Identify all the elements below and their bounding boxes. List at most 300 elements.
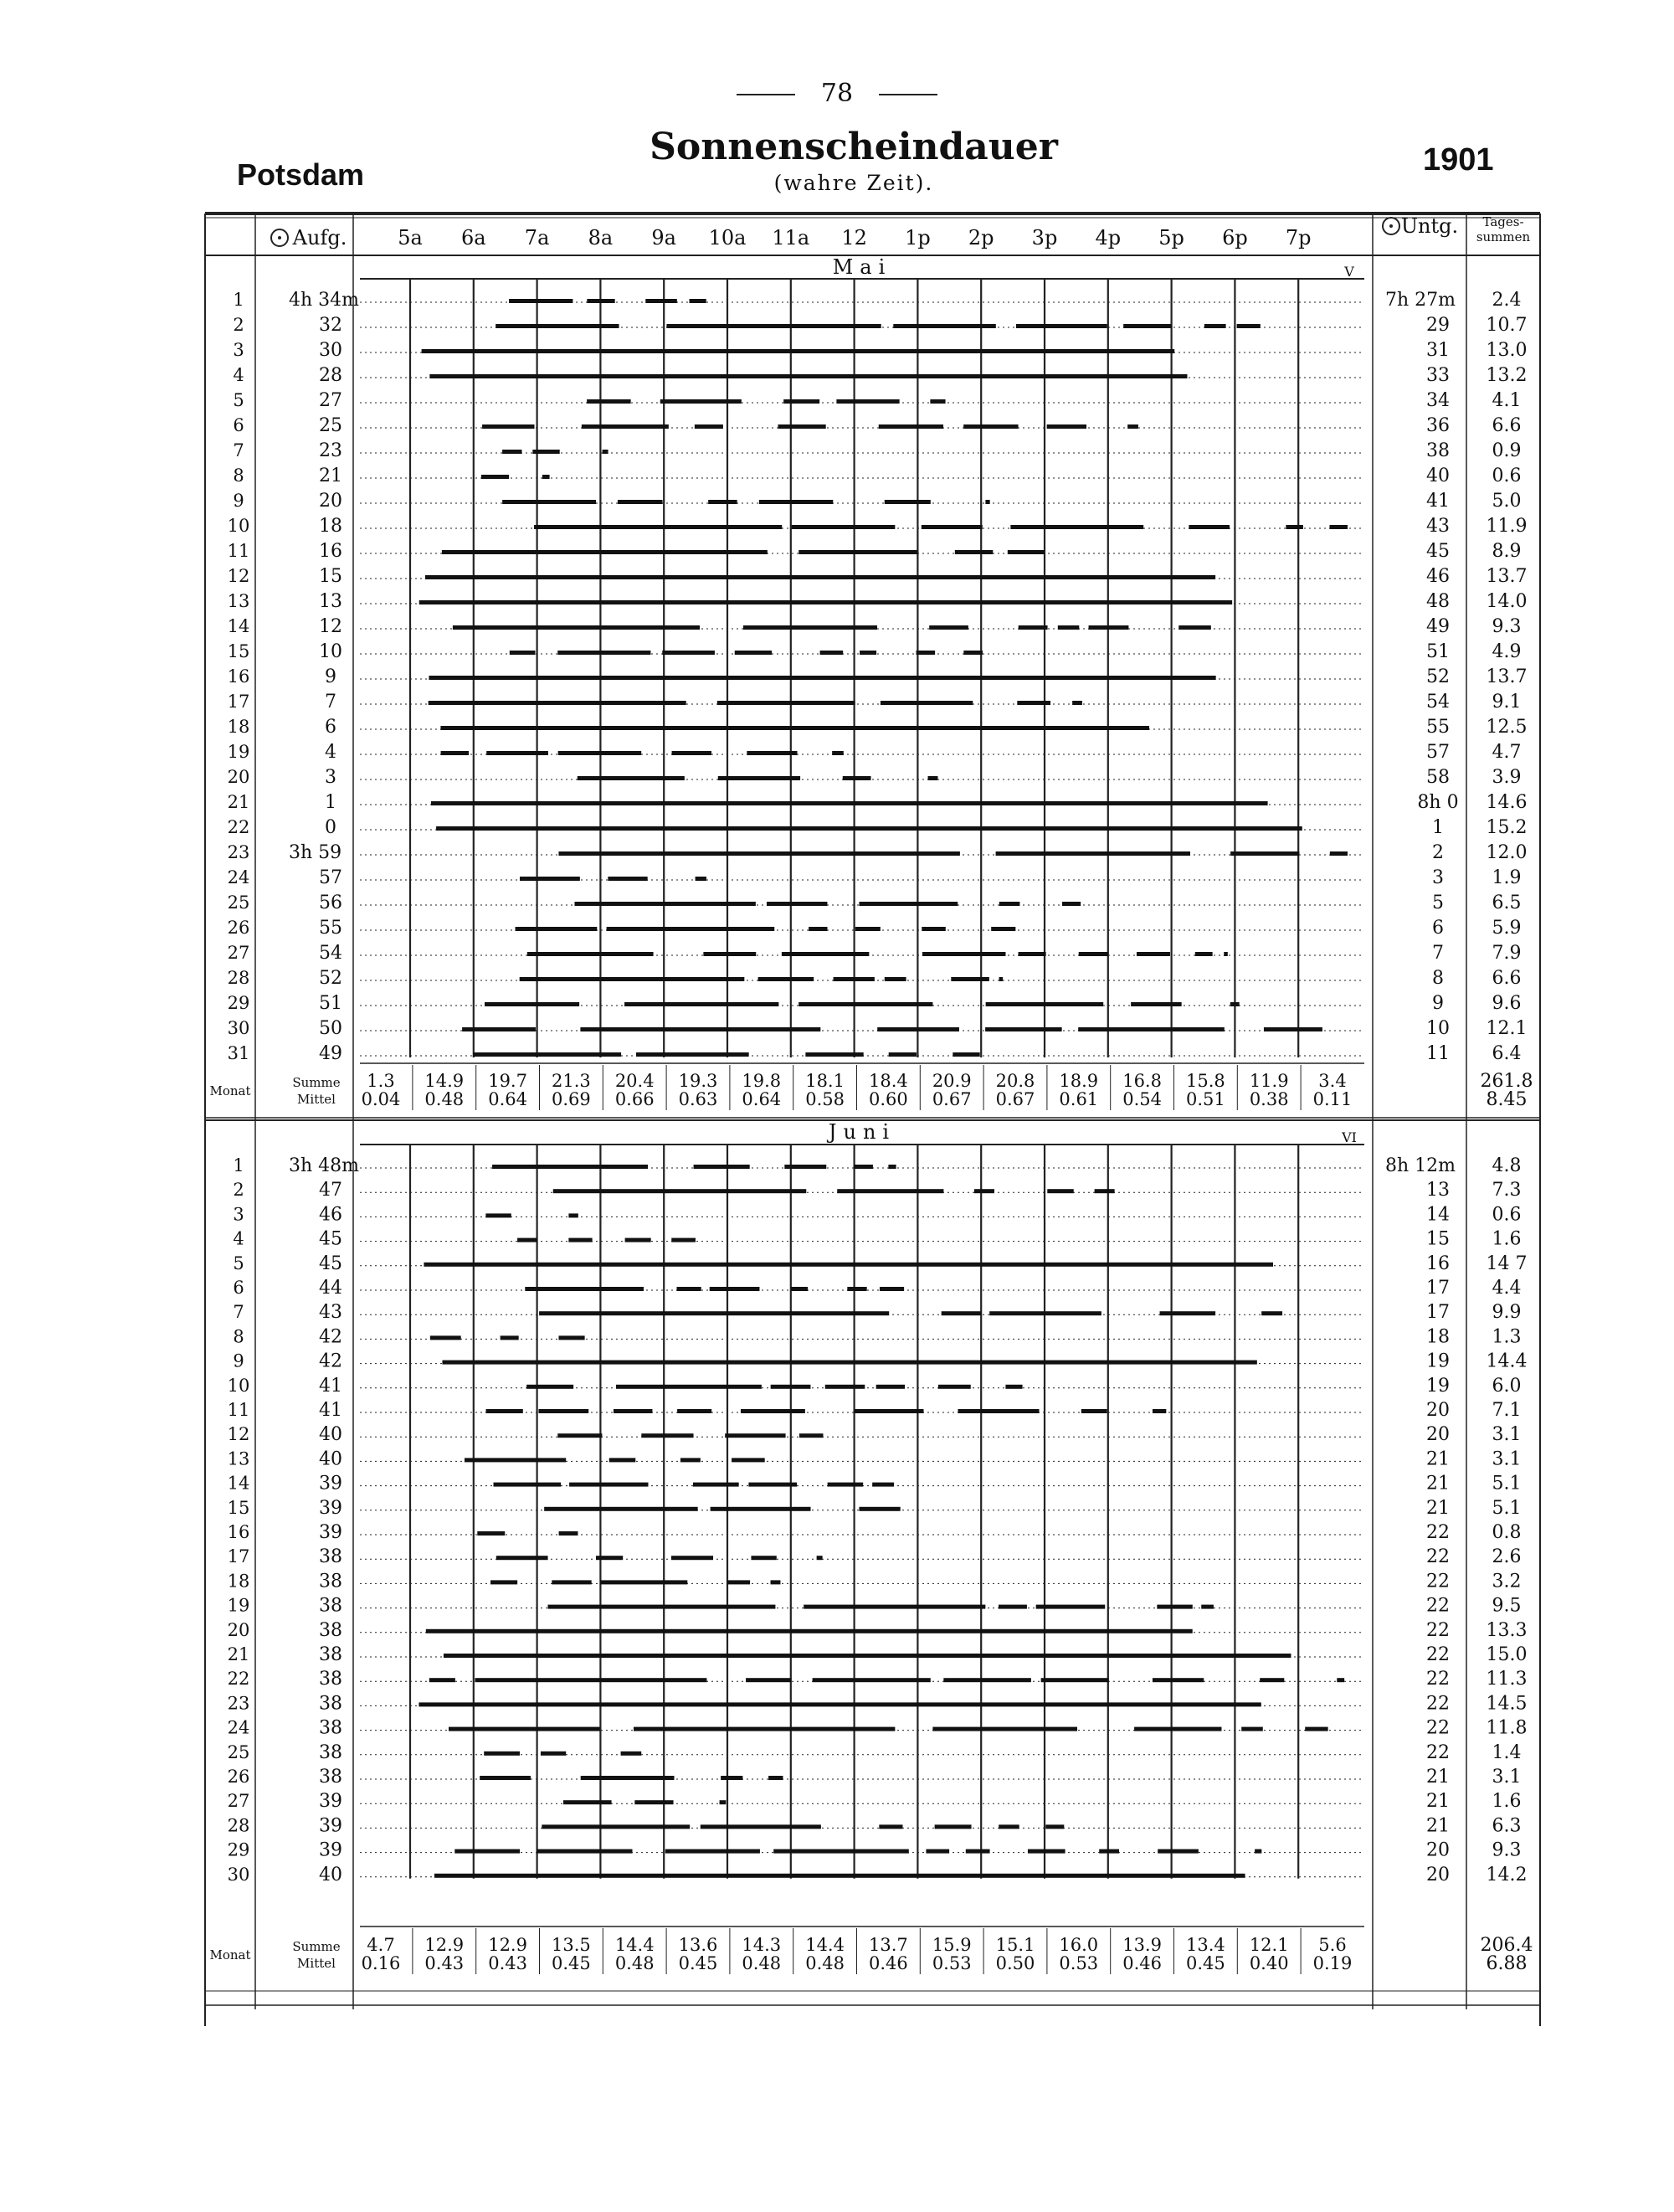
sunrise-time: 44 [319, 1278, 342, 1299]
sunshine-bar [703, 952, 756, 956]
sunshine-bar [1264, 1027, 1322, 1031]
sunshine-bar [717, 701, 855, 705]
hour-sum: 20.4 [614, 1071, 655, 1091]
sunrise-time: 38 [319, 1717, 342, 1739]
hour-label: 5p [1158, 226, 1184, 249]
sunshine-bar [568, 1213, 578, 1217]
sunshine-bar [525, 1287, 644, 1291]
daily-sum: 9.6 [1492, 993, 1522, 1014]
sunshine-bar [1036, 1605, 1106, 1609]
sunset-time: 8 [1432, 968, 1444, 989]
day-number: 15 [227, 1497, 250, 1518]
sunshine-bar [636, 1052, 749, 1057]
sunshine-bar [929, 625, 968, 630]
sunrise-time: 38 [319, 1669, 342, 1690]
sunset-time: 7 [1432, 943, 1444, 964]
sunrise-time: 40 [319, 1448, 342, 1470]
daily-sum: 14 7 [1486, 1253, 1528, 1274]
sunshine-bar [436, 826, 1302, 831]
sunrise-time: 18 [319, 516, 342, 537]
mean-label: Mittel [297, 1092, 336, 1107]
sunshine-bar [509, 299, 573, 303]
sunshine-bar [625, 1238, 651, 1242]
sunset-time: 38 [1426, 440, 1450, 461]
sunshine-bar [680, 1458, 701, 1462]
hour-label: 1p [905, 226, 931, 249]
sunshine-bar [928, 776, 938, 780]
sunrise-time: 57 [319, 867, 342, 888]
sunrise-time: 50 [319, 1018, 342, 1039]
daily-sum: 4.8 [1492, 1155, 1522, 1176]
sunshine-bar [837, 1189, 943, 1193]
hour-label: 12 [841, 226, 867, 249]
sunshine-bar [481, 475, 509, 479]
hour-sum: 1.3 [367, 1071, 395, 1091]
sunshine-bar [557, 651, 650, 655]
sunset-time: 22 [1426, 1717, 1450, 1739]
daily-sum: 3.9 [1492, 767, 1522, 788]
sunshine-bar [855, 927, 881, 931]
sunset-time: 34 [1426, 390, 1450, 411]
day-number: 12 [227, 566, 250, 586]
day-number: 24 [227, 867, 250, 887]
sunshine-bar [759, 500, 833, 504]
sunshine-bar [641, 1433, 693, 1438]
sunshine-bar [1047, 424, 1086, 429]
sunrise-time: 32 [319, 315, 342, 336]
sunshine-bar [587, 299, 614, 303]
sunshine-bar [502, 450, 521, 454]
sunrise-time: 10 [319, 641, 342, 662]
sunshine-bar [552, 1580, 591, 1584]
daily-sum: 12.1 [1486, 1018, 1528, 1039]
daily-sum: 5.1 [1492, 1497, 1522, 1519]
day-number: 18 [227, 1571, 250, 1592]
daily-sum: 6.4 [1492, 1043, 1522, 1064]
daily-sum: 6.6 [1492, 415, 1522, 436]
sunshine-bar [1089, 625, 1129, 630]
daily-sum: 3.1 [1492, 1767, 1522, 1788]
month-name: Juni [828, 1120, 896, 1144]
sunshine-bar [1047, 1189, 1073, 1193]
day-number: 1 [233, 290, 244, 310]
day-number: 16 [227, 666, 250, 687]
sunshine-bar [880, 1287, 904, 1291]
sunshine-bar [520, 977, 745, 981]
sunshine-bar [502, 500, 596, 504]
sunshine-bar [732, 1458, 765, 1462]
sunset-time: 1 [1432, 817, 1444, 838]
sunset-time: 15 [1426, 1228, 1450, 1250]
hour-mean: 0.46 [869, 1953, 908, 1973]
sunset-time: 22 [1426, 1644, 1450, 1665]
sunshine-bar [429, 374, 1187, 378]
sunshine-bar [544, 1507, 697, 1511]
sunshine-bar [922, 927, 945, 931]
sunshine-bar [1158, 1849, 1199, 1854]
sum-label: Summe [292, 1939, 341, 1954]
sunshine-bar [1028, 1849, 1066, 1854]
sunshine-bar [418, 1702, 1261, 1706]
hour-sum: 12.1 [1249, 1935, 1289, 1955]
hour-sum: 19.3 [678, 1071, 718, 1091]
day-number: 11 [227, 1400, 250, 1420]
sunshine-bar [1081, 1409, 1107, 1413]
sunset-time: 21 [1426, 1767, 1450, 1788]
day-number: 1 [233, 1155, 244, 1175]
sunshine-bar [813, 1678, 931, 1682]
day-number: 8 [233, 1326, 244, 1347]
sunshine-bar [985, 1027, 1062, 1031]
sunshine-bar [568, 1238, 592, 1242]
daily-sum: 1.6 [1492, 1228, 1522, 1250]
daily-sum: 7.3 [1492, 1180, 1522, 1201]
sunshine-bar [425, 575, 1215, 579]
sunshine-bar [547, 1605, 775, 1609]
sunset-time: 21 [1426, 1815, 1450, 1837]
sunshine-bar [1131, 1002, 1182, 1006]
sunshine-bar [462, 1027, 536, 1031]
sunshine-bar [773, 1849, 909, 1854]
sunshine-bar [1224, 952, 1228, 956]
day-number: 28 [227, 968, 250, 988]
hour-mean: 0.64 [742, 1089, 782, 1109]
sunset-time: 22 [1426, 1595, 1450, 1617]
hour-sum: 5.6 [1318, 1935, 1347, 1955]
sunrise-time: 1 [325, 792, 336, 813]
sunshine-bar [666, 324, 881, 328]
sunshine-bar [999, 977, 1003, 981]
hour-mean: 0.19 [1312, 1953, 1353, 1973]
sunshine-bar [817, 1556, 823, 1560]
sunshine-bar [558, 851, 959, 856]
sunrise-time: 38 [319, 1741, 342, 1763]
sunshine-bar [662, 651, 715, 655]
sunshine-bar [1137, 952, 1170, 956]
sunset-time: 22 [1426, 1693, 1450, 1715]
sunrise-time: 3 [325, 767, 336, 788]
daily-sum: 6.3 [1492, 1815, 1522, 1837]
sunshine-bar [893, 324, 996, 328]
hour-mean: 0.48 [742, 1953, 782, 1973]
hour-sum: 13.5 [552, 1935, 591, 1955]
day-number: 14 [227, 616, 250, 636]
sunrise-time: 16 [319, 541, 342, 562]
hour-label: 11a [772, 226, 810, 249]
daily-sum: 4.9 [1492, 641, 1522, 662]
sunshine-bar [624, 1002, 778, 1006]
monthly-total: 206.4 [1480, 1935, 1533, 1956]
sunshine-bar [541, 1752, 566, 1756]
sunshine-bar [782, 952, 869, 956]
sunrise-time: 39 [319, 1497, 342, 1519]
day-number: 28 [227, 1815, 250, 1836]
sunset-time: 41 [1426, 491, 1450, 512]
sunshine-bar [1099, 1849, 1119, 1854]
sunrise-time: 12 [319, 616, 342, 637]
day-number: 6 [233, 415, 244, 435]
hour-mean: 0.51 [1186, 1089, 1225, 1109]
day-number: 20 [227, 1619, 250, 1640]
sunshine-bar [885, 977, 906, 981]
daily-sum: 5.9 [1492, 918, 1522, 939]
sunset-time: 40 [1426, 466, 1450, 486]
page-number: 78 [787, 79, 887, 108]
sunshine-bar [539, 1311, 889, 1315]
day-number: 10 [227, 516, 250, 536]
sunset-time: 48 [1426, 591, 1450, 612]
hour-mean: 0.38 [1249, 1089, 1289, 1109]
sunset-time: 22 [1426, 1669, 1450, 1690]
sunshine-bar [999, 1824, 1019, 1829]
sunshine-bar [426, 1629, 1193, 1633]
day-number: 12 [227, 1424, 250, 1445]
sunshine-bar [747, 751, 797, 755]
sun-symbol-icon [1389, 224, 1393, 228]
daily-sum: 9.9 [1492, 1302, 1522, 1324]
hour-sum: 14.4 [805, 1935, 845, 1955]
day-number: 20 [227, 767, 250, 787]
daily-sum: 13.7 [1486, 666, 1528, 687]
hour-sum: 14.4 [614, 1935, 655, 1955]
daily-sum: 0.9 [1492, 440, 1522, 461]
sunset-time: 36 [1426, 415, 1450, 436]
sunset-time: 55 [1426, 717, 1450, 738]
sunrise-time: 41 [319, 1400, 342, 1421]
sunset-time: 46 [1426, 566, 1450, 587]
hour-mean: 0.53 [932, 1953, 972, 1973]
sunshine-bar [885, 500, 931, 504]
sunrise-time: 20 [319, 491, 342, 512]
sunshine-bar [832, 751, 844, 755]
sunshine-bar [877, 1027, 959, 1031]
hour-label: 8a [588, 226, 614, 249]
day-number: 2 [233, 315, 244, 335]
sunshine-bar [1330, 851, 1348, 856]
day-number: 19 [227, 1595, 250, 1616]
sunshine-bar [1201, 1605, 1214, 1609]
sunset-time: 22 [1426, 1546, 1450, 1568]
sunset-time: 9 [1432, 993, 1444, 1014]
sunshine-bar [634, 1800, 673, 1804]
sunshine-bar [542, 475, 550, 479]
sunshine-bar [888, 1165, 896, 1169]
daily-sum: 13.2 [1486, 365, 1528, 386]
sunshine-bar [596, 1556, 623, 1560]
sunshine-bar [558, 751, 642, 755]
hour-mean: 0.54 [1122, 1089, 1162, 1109]
day-number: 11 [227, 541, 250, 561]
sunshine-bar [431, 801, 1268, 805]
sunrise-time: 52 [319, 968, 342, 989]
daily-sum: 0.6 [1492, 1204, 1522, 1226]
sunshine-bar [989, 1311, 1101, 1315]
daily-sum: 13.0 [1486, 340, 1528, 361]
daily-sum: 3.1 [1492, 1448, 1522, 1470]
sunshine-bar [1008, 550, 1045, 554]
sunshine-bar [485, 1002, 579, 1006]
hour-sum: 20.8 [995, 1071, 1035, 1091]
month-roman-numeral: V [1344, 264, 1354, 280]
sunshine-bar [1204, 324, 1226, 328]
day-number: 31 [227, 1043, 250, 1063]
sunshine-bar [1261, 1311, 1282, 1315]
day-number: 26 [227, 1767, 250, 1787]
hour-label: 7p [1285, 226, 1312, 249]
day-number: 15 [227, 641, 250, 661]
daily-sum-header: Tages- [1482, 214, 1524, 229]
sun-symbol-icon [278, 236, 281, 239]
sunset-time: 13 [1426, 1180, 1450, 1201]
sunrise-time: 13 [319, 591, 342, 612]
sunshine-bar [711, 1507, 811, 1511]
day-number: 8 [233, 466, 244, 486]
day-number: 22 [227, 1669, 250, 1690]
hour-sum: 3.4 [1318, 1071, 1347, 1091]
daily-sum: 4.7 [1492, 742, 1522, 763]
sunshine-bar [889, 1052, 917, 1057]
daily-sum: 1.6 [1492, 1791, 1522, 1813]
sunshine-bar [999, 1605, 1027, 1609]
sunshine-bar [1160, 1311, 1216, 1315]
hour-sum: 18.1 [805, 1071, 845, 1091]
sunset-time: 11 [1426, 1043, 1450, 1064]
sunshine-bar [805, 1052, 863, 1057]
sunrise-time: 45 [319, 1253, 342, 1274]
sunshine-bar [578, 776, 685, 780]
day-number: 23 [227, 842, 250, 862]
sunset-time: 21 [1426, 1473, 1450, 1494]
sunshine-bar [553, 1189, 806, 1193]
daily-sum: 9.3 [1492, 1839, 1522, 1861]
sunrise-time: 39 [319, 1839, 342, 1861]
daily-sum: 0.6 [1492, 466, 1522, 486]
sunshine-bar [792, 525, 896, 529]
sunshine-bar [834, 977, 875, 981]
day-number: 10 [227, 1375, 250, 1396]
day-number: 18 [227, 717, 250, 737]
sunset-time: 5 [1432, 893, 1444, 913]
sunshine-bar [485, 1213, 511, 1217]
daily-sum: 3.2 [1492, 1571, 1522, 1592]
sunshine-bar [1195, 952, 1213, 956]
sunshine-bar [809, 927, 827, 931]
daily-sum: 5.0 [1492, 491, 1522, 512]
sunrise-time: 42 [319, 1326, 342, 1348]
sunshine-bar [419, 600, 1232, 604]
sunrise-time: 54 [319, 943, 342, 964]
hour-mean: 0.16 [361, 1953, 401, 1973]
hour-mean: 0.40 [1249, 1953, 1289, 1973]
sunshine-bar [922, 952, 1005, 956]
sunset-time: 14 [1426, 1204, 1450, 1226]
daily-sum: 6.0 [1492, 1375, 1522, 1397]
sunshine-bar [1286, 525, 1303, 529]
sunshine-bar [1230, 1002, 1240, 1006]
day-number: 22 [227, 817, 250, 837]
hour-mean: 0.48 [614, 1953, 655, 1973]
sunshine-bar [618, 500, 663, 504]
sunshine-bar [510, 651, 536, 655]
sunshine-bar [859, 902, 958, 906]
hour-mean: 0.60 [869, 1089, 908, 1109]
hour-mean: 0.67 [932, 1089, 972, 1109]
hour-label: 4p [1095, 226, 1122, 249]
monthly-mean: 8.45 [1486, 1089, 1528, 1110]
hour-sum: 18.4 [869, 1071, 908, 1091]
hour-sum: 12.9 [488, 1935, 527, 1955]
hour-label: 7a [524, 226, 550, 249]
sunshine-bar [1260, 1678, 1284, 1682]
sunshine-bar [859, 1507, 900, 1511]
sunrise-time: 27 [319, 390, 342, 411]
daily-sum: 8.9 [1492, 541, 1522, 562]
sunshine-bar [767, 902, 827, 906]
sunshine-bar [799, 1433, 823, 1438]
hour-label: 6a [461, 226, 486, 249]
sunset-time: 20 [1426, 1424, 1450, 1446]
day-number: 27 [227, 943, 250, 963]
hour-mean: 0.67 [995, 1089, 1035, 1109]
day-number: 21 [227, 1644, 250, 1664]
sunrise-time: 28 [319, 365, 342, 386]
sunshine-bar [963, 424, 1018, 429]
day-number: 4 [233, 365, 244, 385]
sunshine-bar [480, 1776, 531, 1780]
day-number: 13 [227, 1448, 250, 1469]
sunset-time: 54 [1426, 692, 1450, 712]
day-number: 4 [233, 1228, 244, 1249]
sunshine-bar [854, 1165, 873, 1169]
sunshine-bar [708, 500, 737, 504]
sunshine-bar [1062, 902, 1081, 906]
sunshine-bar [1045, 1824, 1064, 1829]
sunshine-bar [881, 701, 973, 705]
day-number: 9 [233, 1350, 244, 1371]
sunshine-bar [746, 1678, 791, 1682]
sunshine-bar [486, 1409, 523, 1413]
sunrise-time: 4 [325, 742, 336, 763]
sunshine-bar [441, 751, 469, 755]
sunshine-bar [449, 1727, 600, 1731]
daily-sum: 12.5 [1486, 717, 1528, 738]
sunshine-bar [621, 1752, 642, 1756]
sunrise-time: 3h 59 [289, 842, 342, 863]
sunshine-bar [696, 877, 706, 881]
hour-label: 10a [708, 226, 747, 249]
sunshine-bar [614, 1409, 652, 1413]
day-number: 24 [227, 1717, 250, 1738]
sunshine-bar [778, 424, 825, 429]
hour-mean: 0.69 [552, 1089, 591, 1109]
monthly-total: 261.8 [1480, 1071, 1533, 1092]
hour-sum: 14.9 [424, 1071, 465, 1091]
sunset-time: 49 [1426, 616, 1450, 637]
sunshine-bar [820, 651, 844, 655]
sunset-time: 19 [1426, 1375, 1450, 1397]
sunshine-bar [930, 399, 945, 404]
day-number: 5 [233, 1253, 244, 1273]
hour-mean: 0.45 [678, 1953, 718, 1973]
sunshine-bar [429, 676, 1215, 680]
daily-sum: 9.5 [1492, 1595, 1522, 1617]
sunrise-time: 43 [319, 1302, 342, 1324]
sunshine-bar [690, 299, 706, 303]
daily-sum: 1.3 [1492, 1326, 1522, 1348]
sunset-time: 45 [1426, 541, 1450, 562]
sunshine-bar [424, 1263, 1273, 1267]
sunshine-bar [1237, 324, 1261, 328]
